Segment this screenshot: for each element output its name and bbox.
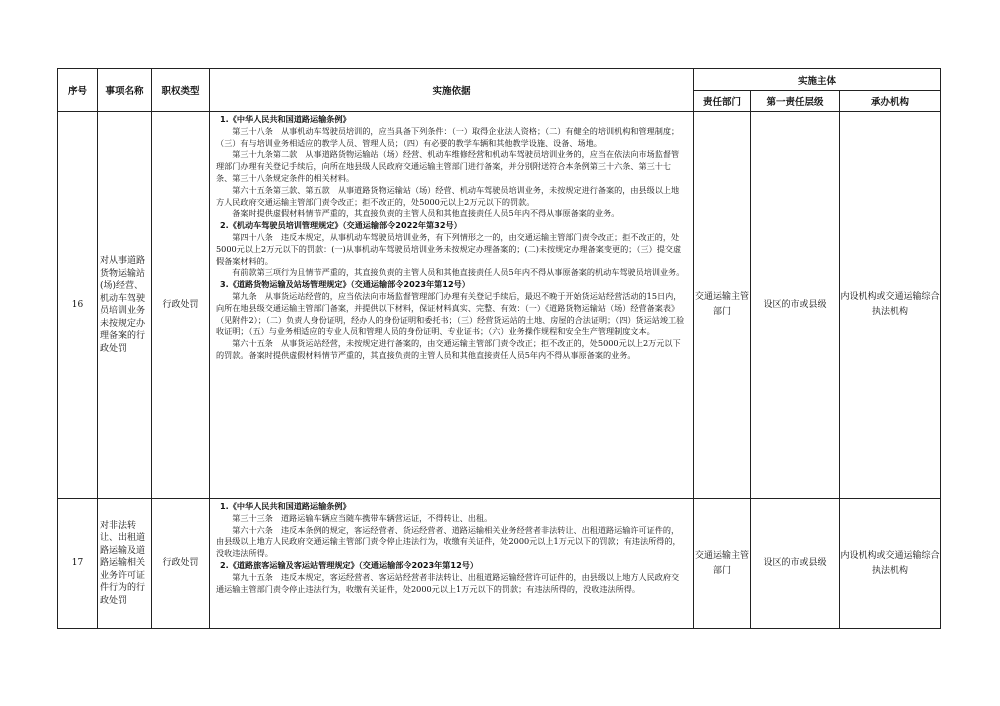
- regulation-title: 2.《机动车驾驶员培训管理规定》（交通运输部令2022年第32号）: [220, 220, 462, 231]
- regulation-paragraph: 第六十六条 违反本条例的规定，客运经营者、货运经营者、道路运输相关业务经营者非法转让、出租道路运输许可证件的，由县级以上地方人民政府交通运输主管部门责令停止违法行为，收缴有关证件，处2000元以上1万元以下的罚款；有违法所得的，没收违法所得。: [216, 524, 681, 559]
- header-subject: 实施主体: [694, 69, 941, 91]
- table-row: [58, 499, 941, 629]
- regulation-title: 1.《中华人民共和国道路运输条例》: [220, 501, 351, 511]
- header-basis: 实施依据: [210, 69, 694, 112]
- regulation-paragraph: 第九十五条 违反本规定，客运经营者、客运站经营者非法转让、出租道路运输经营许可证件的，由县级以上地方人民政府交通运输主管部门责令停止违法行为，收缴有关证件，处2000元以上1万元以下的罚款；有违法所得的，没收违法所得。: [216, 571, 680, 594]
- row-authority-type: 行政处罚: [152, 112, 210, 499]
- regulation-title: 2.《道路旅客运输及客运站管理规定》（交通运输部令2023年第12号）: [220, 559, 478, 570]
- regulation-paragraph: 第三十九条第二款 从事道路货物运输站（场）经营、机动车维修经营和机动车驾驶员培训业务的，应当在依法向市场监督管理部门办理有关登记手续后，向所在地县级人民政府交通运输主管部门进行备案，并分别附送符合本条例第三十六条、第三十七条、第三十八条规定条件的相关材料。: [216, 149, 680, 183]
- authority-table: [57, 68, 941, 629]
- regulation-paragraph: 第四十八条 违反本规定，从事机动车驾驶员培训业务，有下列情形之一的，由交通运输主管部门责令改正；拒不改正的，处5000元以上2万元以下的罚款：(一)从事机动车驾驶员培训业务未按规定办理备案的；(二)未按规定办理备案变更的；（三）提交虚假备案材料的。: [216, 231, 682, 266]
- header-level: 第一责任层级: [751, 91, 840, 112]
- row-first-level: 设区的市或县级: [751, 499, 840, 629]
- row-basis: [210, 499, 694, 629]
- regulation-paragraph: 第三十八条 从事机动车驾驶员培训的，应当具备下列条件：（一）取得企业法人资格；（二）有健全的培训机构和管理制度；（三）有与培训业务相适应的教学人员、管理人员；（四）有必要的教学车辆和其他教学设施、设备、场地。: [216, 125, 680, 148]
- regulation-paragraph: 备案时提供虚假材料情节严重的，其直接负责的主管人员和其他直接责任人员5年内不得从事原备案的业务。: [232, 208, 620, 219]
- header-dept: 责任部门: [694, 91, 751, 112]
- regulation-paragraph: 第六十五条 从事货运站经营，未按规定进行备案的，由交通运输主管部门责令改正；拒不改正的，处5000元以上2万元以下的罚款。备案时提供虚假材料情节严重的，其直接负责的主管人员和其他直接责任人员5年内不得从事原备案的业务。: [216, 338, 681, 360]
- row-handling-org: 内设机构或交通运输综合执法机构: [840, 499, 941, 629]
- row-authority-type: 行政处罚: [152, 499, 210, 629]
- regulation-title: 1.《中华人民共和国道路运输条例》: [220, 114, 351, 124]
- row-item-name: 对非法转让、出租道路运输及道路运输相关业务许可证件行为的行政处罚: [98, 499, 152, 629]
- row-item-name: 对从事道路货物运输站(场)经营、机动车驾驶员培训业务未按规定办理备案的行政处罚: [98, 112, 152, 499]
- table-row: [58, 112, 941, 499]
- document-page: [57, 68, 940, 629]
- header-org: 承办机构: [840, 91, 941, 112]
- row-seq: 16: [58, 112, 98, 499]
- row-first-level: 设区的市或县级: [751, 112, 840, 499]
- row-responsible-dept: 交通运输主管部门: [694, 112, 751, 499]
- header-type: 职权类型: [152, 69, 210, 112]
- regulation-paragraph: 第六十五条第三款、第五款 从事道路货物运输站（场）经营、机动车驾驶员培训业务，未按规定进行备案的，由县级以上地方人民政府交通运输主管部门责令改正；拒不改正的，处5000元以上2万元以下的罚款。: [216, 184, 680, 207]
- row-handling-org: 内设机构或交通运输综合执法机构: [840, 112, 941, 499]
- row-basis: [210, 112, 694, 499]
- header-name: 事项名称: [98, 69, 152, 112]
- regulation-title: 3.《道路货物运输及站场管理规定》（交通运输部令2023年第12号）: [220, 279, 470, 290]
- regulation-paragraph: 有前款第三项行为且情节严重的，其直接负责的主管人员和其他直接责任人员5年内不得从事原备案的机动车驾驶员培训业务。: [232, 267, 685, 278]
- row-seq: 17: [58, 499, 98, 629]
- regulation-paragraph: 第三十三条 道路运输车辆应当随车携带车辆营运证，不得转让、出租。: [232, 512, 493, 523]
- regulation-paragraph: 第九条 从事货运站经营的，应当依法向市场监督管理部门办理有关登记手续后，最迟不晚于开始货运站经营活动的15日内，向所在地县级交通运输主管部门备案，并提供以下材料，保证材料真实、完整、有效：（一）《道路货物运输站（场）经营备案表》（见附件2）；（二）负责人身份证明，经办人的身份证明和委托书；（三）经营货运站的土地、房屋的合法证明；（四）货运站竣工验收证明；（五）与业务相适应的专业人员和管理人员的身份证明、专业证书；（六）业务操作规程和安全生产管理制度文本。: [216, 290, 685, 337]
- header-seq: 序号: [58, 69, 98, 112]
- row-responsible-dept: 交通运输主管部门: [694, 499, 751, 629]
